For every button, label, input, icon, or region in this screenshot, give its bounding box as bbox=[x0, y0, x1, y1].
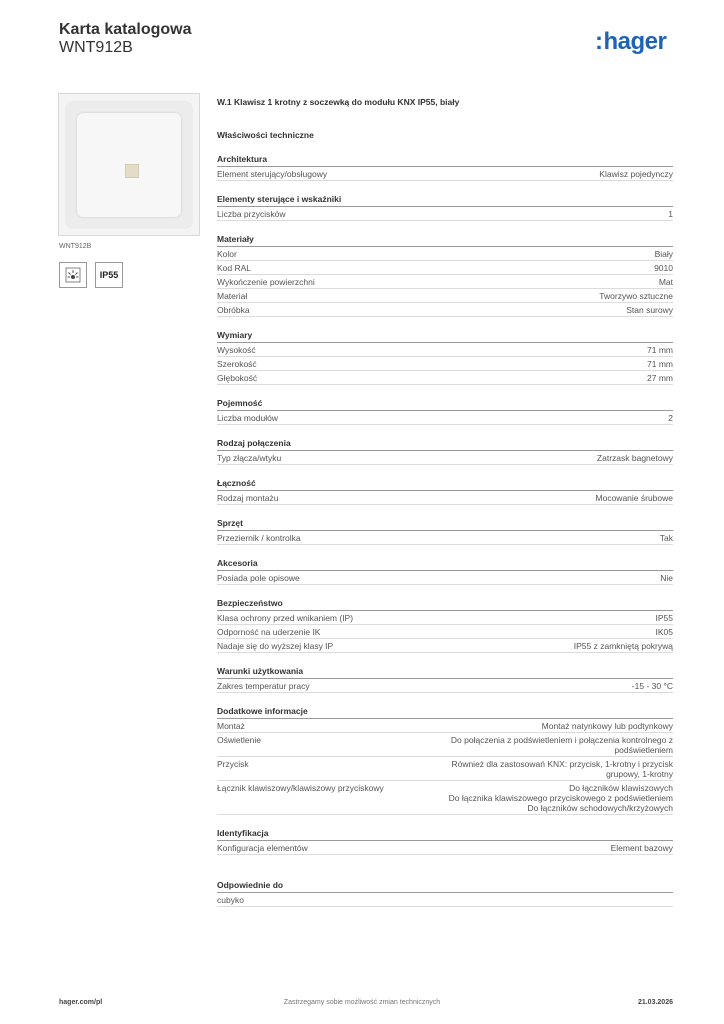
spec-row bbox=[217, 247, 673, 261]
spec-row bbox=[217, 571, 673, 585]
section-title: Łączność bbox=[217, 477, 673, 491]
spec-value bbox=[337, 169, 673, 179]
spec-value-line: Do łączników klawiszowych bbox=[569, 783, 673, 793]
spec-value-line: Mat bbox=[658, 277, 673, 287]
spec-value bbox=[267, 359, 673, 369]
spec-value-line: Do łącznika klawiszowego przyciskowego z podświetleniem bbox=[448, 793, 673, 803]
spec-value bbox=[260, 305, 673, 315]
spec-section bbox=[217, 517, 673, 545]
spec-value-line: Tworzywo sztuczne bbox=[599, 291, 673, 301]
illumination-badge bbox=[59, 262, 87, 288]
spec-value-line: Tak bbox=[659, 533, 673, 543]
spec-row bbox=[217, 841, 673, 855]
spec-row bbox=[217, 261, 673, 275]
section-title: Dodatkowe informacje bbox=[217, 705, 673, 719]
spec-value bbox=[266, 345, 673, 355]
spec-row bbox=[217, 451, 673, 465]
section-title: Bezpieczeństwo bbox=[217, 597, 673, 611]
spec-section bbox=[217, 233, 673, 317]
section-title: Elementy sterujące i wskaźniki bbox=[217, 193, 673, 207]
switch-face bbox=[77, 113, 181, 217]
spec-value-line: Nie bbox=[660, 573, 673, 583]
spec-label: Element sterujący/obsługowy bbox=[217, 169, 328, 179]
switch-lens bbox=[125, 164, 139, 178]
section-title: Odpowiednie do bbox=[217, 879, 673, 893]
spec-value-line: 1 bbox=[668, 209, 673, 219]
spec-section bbox=[217, 153, 673, 181]
spec-row bbox=[217, 357, 673, 371]
section-title: Wymiary bbox=[217, 329, 673, 343]
spec-value bbox=[320, 681, 673, 691]
spec-label: Przeziernik / kontrolka bbox=[217, 533, 301, 543]
spec-value-line: Element bazowy bbox=[610, 843, 673, 853]
spec-row bbox=[217, 679, 673, 693]
spec-value-line: IP55 z zamkniętą pokrywą bbox=[573, 641, 673, 651]
spec-row bbox=[217, 167, 673, 181]
spec-sections bbox=[217, 153, 673, 907]
spec-value bbox=[288, 413, 673, 423]
spec-value-line: Stan surowy bbox=[626, 305, 673, 315]
spec-value bbox=[259, 759, 673, 779]
section-title: Rodzaj połączenia bbox=[217, 437, 673, 451]
spec-value-line: 2 bbox=[668, 413, 673, 423]
spec-value-line: -15 - 30 °C bbox=[631, 681, 673, 691]
spec-value-line: Zatrzask bagnetowy bbox=[596, 453, 673, 463]
spec-label: Oświetlenie bbox=[217, 735, 261, 745]
section-title: Identyfikacja bbox=[217, 827, 673, 841]
brand-logo[interactable] bbox=[595, 28, 666, 56]
technical-properties-heading: Właściwości techniczne bbox=[217, 130, 314, 140]
spec-value bbox=[343, 641, 673, 651]
spec-row bbox=[217, 781, 673, 815]
spec-value-line: Do łączników schodowych/krzyżowych bbox=[527, 803, 673, 813]
spec-row bbox=[217, 491, 673, 505]
spec-value bbox=[291, 453, 673, 463]
spec-row bbox=[217, 303, 673, 317]
spec-label: Przycisk bbox=[217, 759, 249, 769]
spec-section bbox=[217, 557, 673, 585]
spec-row bbox=[217, 757, 673, 781]
spec-value-line: Montaż natynkowy lub podtynkowy bbox=[541, 721, 673, 731]
spec-label: Obróbka bbox=[217, 305, 250, 315]
spec-section bbox=[217, 597, 673, 653]
spec-value bbox=[255, 721, 673, 731]
spec-value-line: Biały bbox=[654, 249, 673, 259]
spec-value bbox=[310, 573, 673, 583]
spec-value-line: 9010 bbox=[654, 263, 673, 273]
spec-section bbox=[217, 397, 673, 425]
footer-website[interactable]: hager.com/pl bbox=[59, 999, 103, 1006]
spec-value bbox=[330, 627, 673, 637]
spec-label: Łącznik klawiszowy/klawiszowy przyciskowy bbox=[217, 783, 384, 793]
logo-text: hager bbox=[603, 28, 667, 55]
spec-value-line: IP55 bbox=[655, 613, 673, 623]
spec-value bbox=[267, 373, 673, 383]
spec-row bbox=[217, 733, 673, 757]
section-title: Warunki użytkowania bbox=[217, 665, 673, 679]
product-image bbox=[58, 93, 200, 236]
spec-value-line: 71 mm bbox=[647, 345, 673, 355]
spec-row bbox=[217, 207, 673, 221]
product-heading: W.1 Klawisz 1 krotny z soczewką do modułu KNX IP55, biały bbox=[217, 97, 460, 107]
spec-label: Montaż bbox=[217, 721, 245, 731]
spec-row bbox=[217, 625, 673, 639]
section-title: Architektura bbox=[217, 153, 673, 167]
spec-value-line: Klawisz pojedynczy bbox=[599, 169, 673, 179]
spec-value-line: podświetleniem bbox=[614, 745, 673, 755]
spec-value bbox=[311, 533, 673, 543]
spec-label: Szerokość bbox=[217, 359, 257, 369]
footer-disclaimer: Zastrzegamy sobie możliwość zmian technicznych bbox=[283, 999, 441, 1006]
spec-value bbox=[247, 249, 673, 259]
document-title: Karta katalogowa bbox=[59, 21, 192, 38]
spec-value-line: 27 mm bbox=[647, 373, 673, 383]
document-code: WNT912B bbox=[59, 39, 133, 56]
spec-row bbox=[217, 275, 673, 289]
spec-section bbox=[217, 665, 673, 693]
ip-rating-badge: IP55 bbox=[95, 262, 123, 288]
spec-label: Konfiguracja elementów bbox=[217, 843, 308, 853]
spec-label: Odporność na uderzenie IK bbox=[217, 627, 321, 637]
section-title: Pojemność bbox=[217, 397, 673, 411]
spec-label: Posiada pole opisowe bbox=[217, 573, 300, 583]
spec-label: Nadaje się do wyższej klasy IP bbox=[217, 641, 334, 651]
spec-section bbox=[217, 193, 673, 221]
section-title: Materiały bbox=[217, 233, 673, 247]
spec-row bbox=[217, 289, 673, 303]
spec-section bbox=[217, 437, 673, 465]
spec-label: Kod RAL bbox=[217, 263, 252, 273]
spec-row bbox=[217, 719, 673, 733]
spec-section bbox=[217, 477, 673, 505]
logo-mark-icon: : bbox=[595, 28, 603, 55]
spec-label: Liczba modułów bbox=[217, 413, 278, 423]
spec-label: Klasa ochrony przed wnikaniem (IP) bbox=[217, 613, 354, 623]
spec-label: Liczba przycisków bbox=[217, 209, 286, 219]
spec-label: cubyko bbox=[217, 895, 244, 905]
spec-label: Kolor bbox=[217, 249, 237, 259]
spec-value bbox=[296, 209, 674, 219]
spec-section bbox=[217, 827, 673, 855]
spec-value-line: 71 mm bbox=[647, 359, 673, 369]
spec-row bbox=[217, 639, 673, 653]
spec-label: Zakres temperatur pracy bbox=[217, 681, 310, 691]
spec-row bbox=[217, 343, 673, 357]
spec-value bbox=[363, 613, 673, 623]
illumination-icon bbox=[64, 266, 82, 284]
spec-section bbox=[217, 329, 673, 385]
spec-section bbox=[217, 879, 673, 907]
spec-row bbox=[217, 411, 673, 425]
spec-row bbox=[217, 611, 673, 625]
spec-value bbox=[257, 291, 673, 301]
spec-label: Typ złącza/wtyku bbox=[217, 453, 282, 463]
spec-label: Materiał bbox=[217, 291, 248, 301]
spec-value bbox=[271, 735, 673, 755]
spec-value bbox=[261, 263, 673, 273]
spec-label: Głębokość bbox=[217, 373, 258, 383]
spec-value bbox=[318, 843, 673, 853]
spec-value-line: Również dla zastosowań KNX: przycisk, 1-krotny i przycisk bbox=[451, 759, 673, 769]
spec-row bbox=[217, 371, 673, 385]
product-specification bbox=[217, 95, 673, 907]
image-caption: WNT912B bbox=[59, 243, 92, 250]
spec-label: Wykończenie powierzchni bbox=[217, 277, 315, 287]
spec-value-line: grupowy, 1-krotny bbox=[606, 769, 673, 779]
spec-value bbox=[394, 783, 673, 813]
spec-row bbox=[217, 893, 673, 907]
spec-row bbox=[217, 531, 673, 545]
spec-value bbox=[288, 493, 673, 503]
spec-value-line: IK05 bbox=[655, 627, 673, 637]
spec-value bbox=[325, 277, 673, 287]
section-title: Sprzęt bbox=[217, 517, 673, 531]
spec-label: Rodzaj montażu bbox=[217, 493, 279, 503]
spec-value-line: Mocowanie śrubowe bbox=[595, 493, 673, 503]
section-title: Akcesoria bbox=[217, 557, 673, 571]
switch-base bbox=[65, 101, 193, 229]
footer-date: 21.03.2026 bbox=[637, 999, 673, 1006]
spec-section bbox=[217, 705, 673, 815]
spec-value-line: Do połączenia z podświetleniem i połączenia kontrolnego z bbox=[450, 735, 673, 745]
spec-label: Wysokość bbox=[217, 345, 256, 355]
